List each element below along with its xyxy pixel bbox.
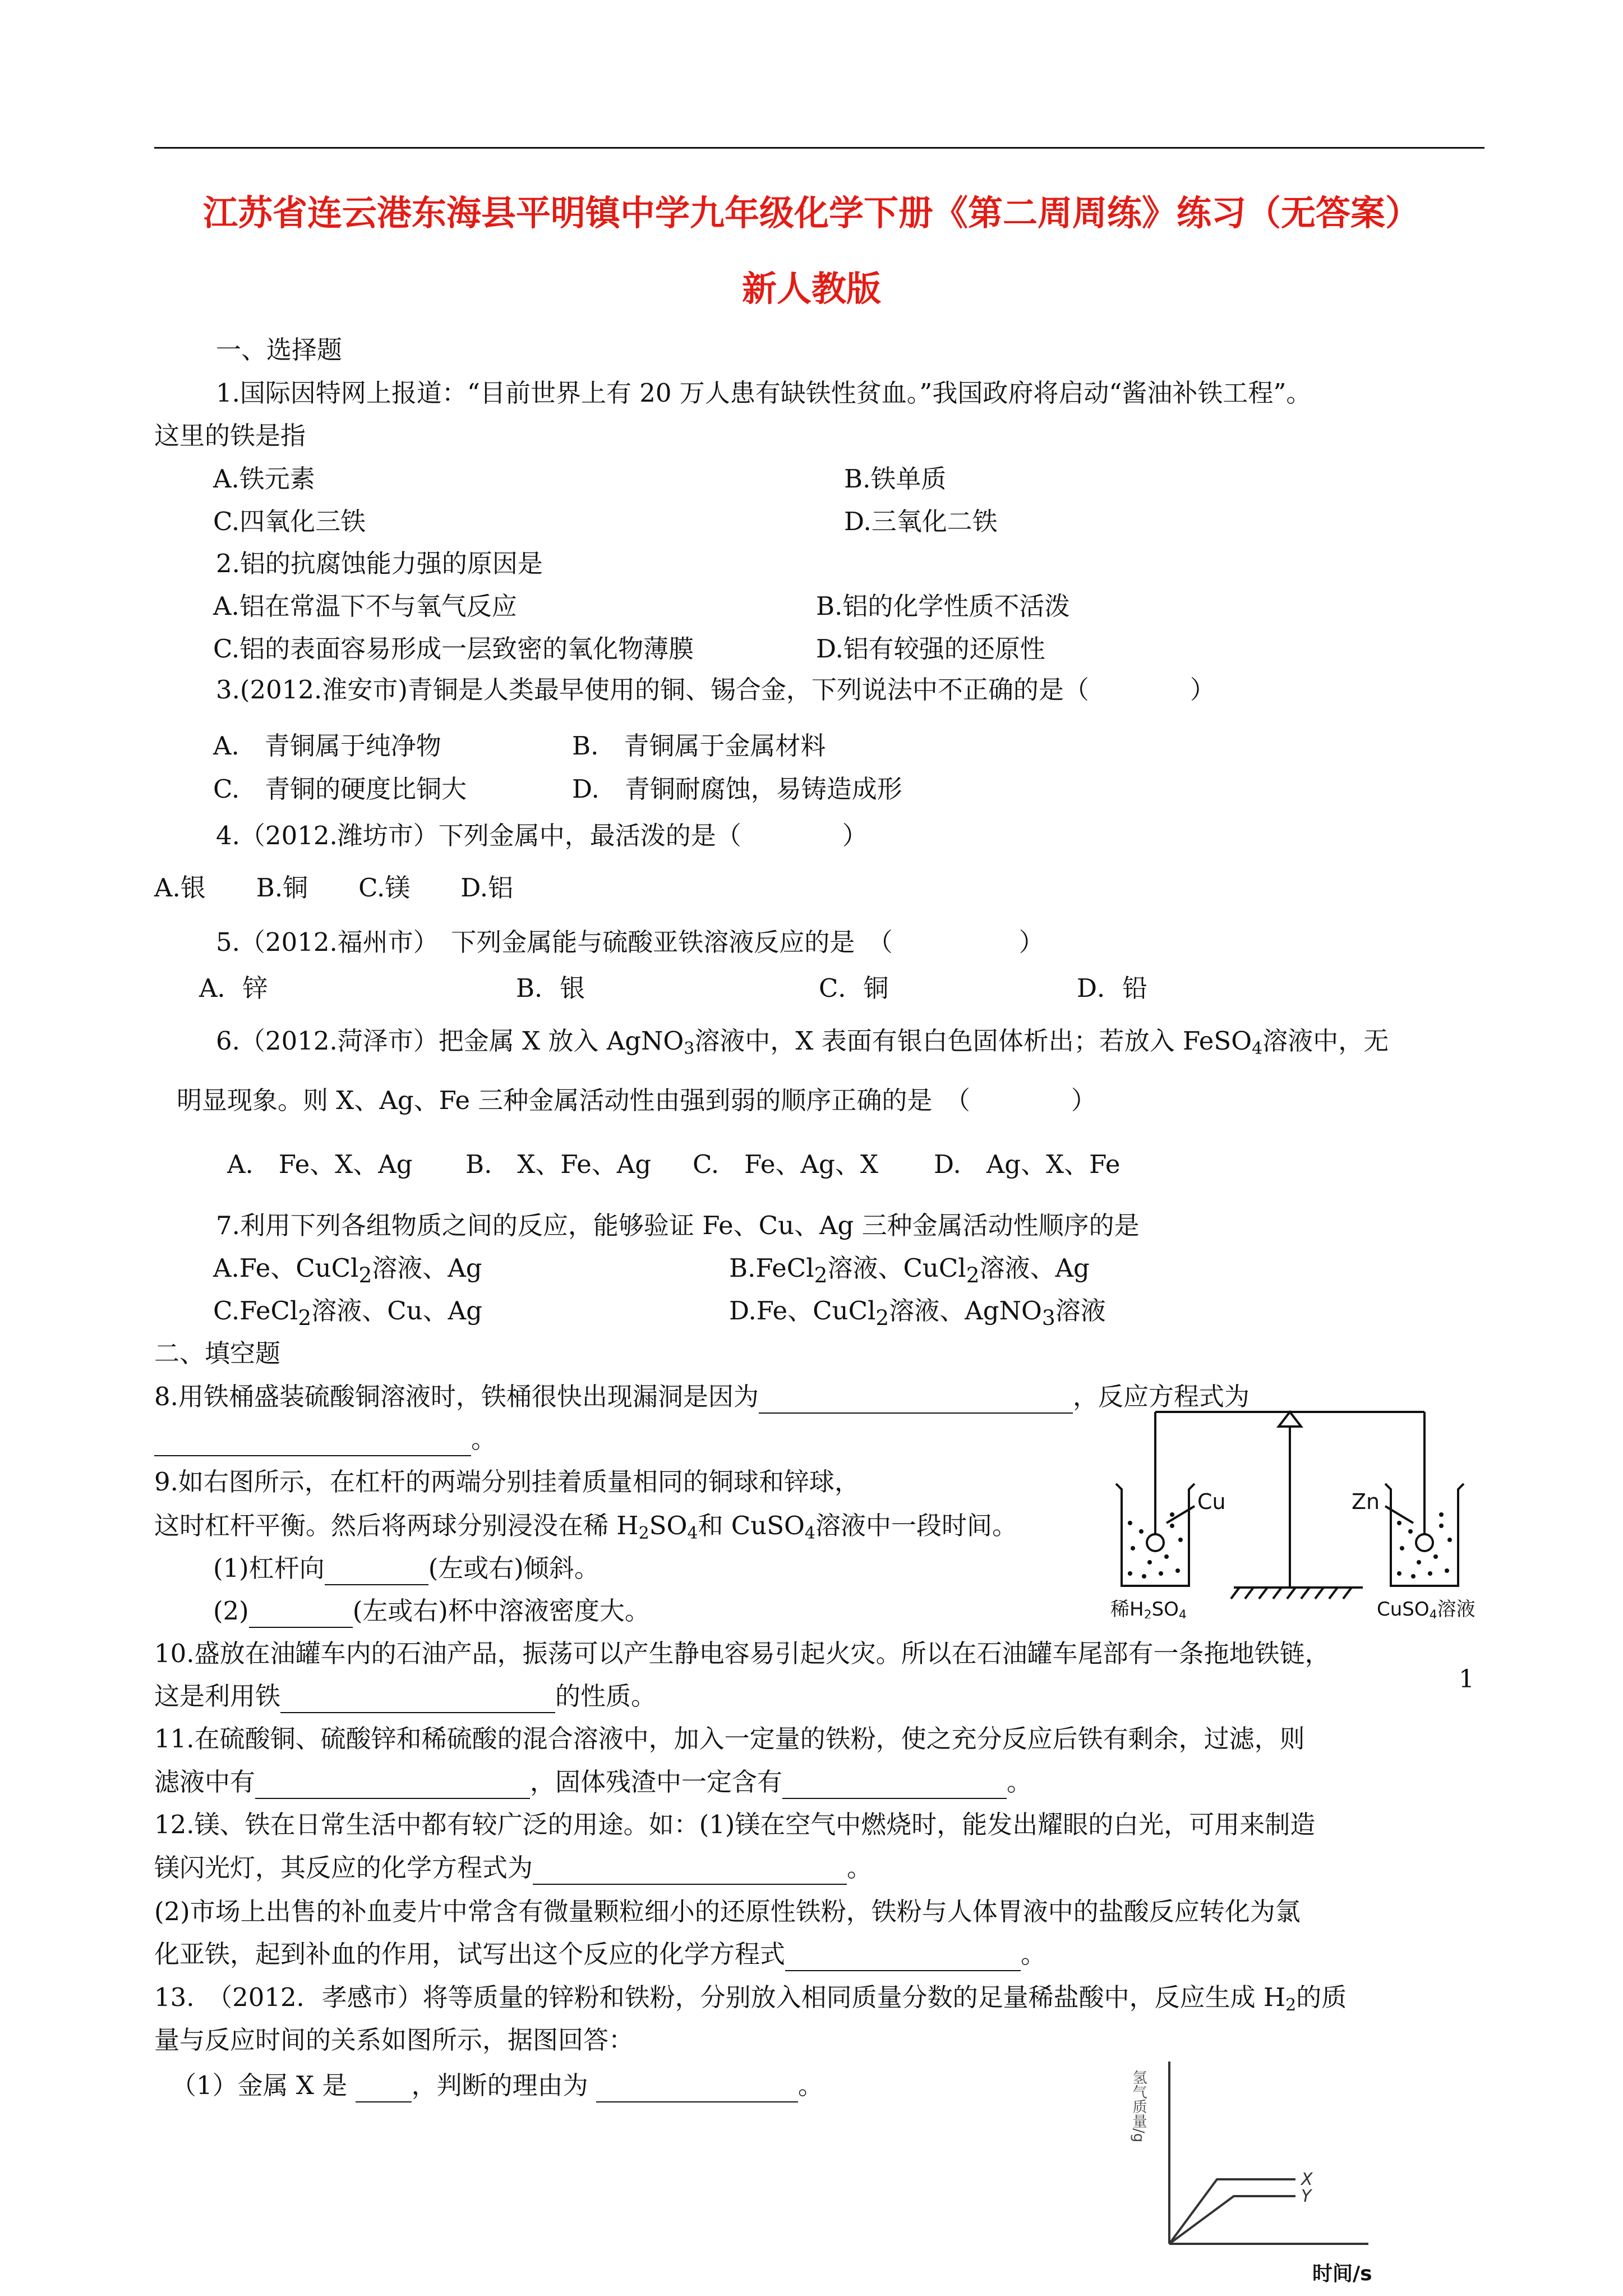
q3-text: 3.(2012.淮安市)青铜是人类最早使用的铜、锡合金，下列说法中不正确的是（ ）	[216, 675, 1215, 705]
q5-text: 5.（2012.福州市） 下列金属能与硫酸亚铁溶液反应的是 （ ）	[216, 927, 1044, 957]
q12-blank-2[interactable]	[785, 1944, 1021, 1971]
left-beaker-label: 稀H2SO4	[1110, 1598, 1187, 1618]
doc-subtitle: 新人教版	[741, 268, 881, 309]
header-rule	[154, 147, 1484, 149]
q2-option-d: D.铝有较强的还原性	[816, 634, 1045, 664]
q1-option-d: D.三氧化二铁	[844, 507, 998, 536]
q7-option-c: C.FeCl$_2$溶液、Cu、Ag	[213, 1296, 482, 1330]
q7-option-a: A.Fe、CuCl$_2$溶液、Ag	[213, 1253, 482, 1287]
q7-option-b: B.FeCl$_2$溶液、CuCl$_2$溶液、Ag	[729, 1253, 1090, 1287]
q6-option-c: C. Fe、Ag、X	[693, 1149, 878, 1179]
q2-option-c: C.铝的表面容易形成一层致密的氧化物薄膜	[213, 634, 694, 664]
q2-option-b: B.铝的化学性质不活泼	[816, 591, 1070, 621]
section-heading-fill: 二、填空题	[154, 1338, 281, 1368]
q9-blank-2[interactable]	[249, 1601, 353, 1628]
q10-text-cont: 这是利用铁 的性质。	[154, 1680, 656, 1713]
q11-text: 11.在硫酸铜、硫酸锌和稀硫酸的混合溶液中，加入一定量的铁粉，使之充分反应后铁有剩余，过滤，则	[154, 1724, 1305, 1754]
q3-option-d: D. 青铜耐腐蚀，易铸造成形	[572, 774, 902, 804]
q11-blank-2[interactable]	[782, 1772, 1007, 1799]
series-y-label: Y	[1301, 2187, 1312, 2206]
q6-option-b: B. X、Fe、Ag	[465, 1149, 652, 1179]
q12-text: 12.镁、铁在日常生活中都有较广泛的用途。如：(1)镁在空气中燃烧时，能发出耀眼的白光，可用来制造	[154, 1810, 1316, 1839]
right-beaker-label: CuSO4溶液	[1377, 1598, 1476, 1618]
zn-label: Zn	[1352, 1489, 1380, 1514]
q11-text-cont: 滤液中有 ，固体残渣中一定含有 。	[154, 1765, 1032, 1799]
doc-title: 江苏省连云港东海县平明镇中学九年级化学下册《第二周周练》练习（无答案）	[202, 192, 1420, 233]
q9-text: 9.如右图所示，在杠杆的两端分别挂着质量相同的铜球和锌球，	[154, 1467, 860, 1497]
q3-option-b: B. 青铜属于金属材料	[572, 731, 826, 761]
q3-option-a: A. 青铜属于纯净物	[213, 731, 441, 761]
lever-diagram	[1099, 1405, 1492, 1618]
q5-option-a: A．锌	[199, 973, 268, 1003]
q1-text: 1.国际因特网上报道：“目前世界上有 20 万人患有缺铁性贫血。”我国政府将启动“酱油补铁工程”。	[216, 378, 1312, 408]
q6-text: 6.（2012.菏泽市）把金属 X 放入 AgNO$_3$溶液中，X 表面有银白色固体析出；若放入 FeSO$_4$溶液中，无	[216, 1026, 1389, 1059]
q13-text-cont: 量与反应时间的关系如图所示，据图回答：	[154, 2025, 634, 2055]
q13-sub1: （1）金属 X 是 ，判断的理由为 。	[171, 2069, 823, 2102]
q2-text: 2.铝的抗腐蚀能力强的原因是	[216, 549, 543, 578]
q13-blank-1[interactable]	[356, 2076, 412, 2102]
q9-blank-1[interactable]	[325, 1558, 428, 1585]
q12-blank-1[interactable]	[533, 1858, 847, 1885]
q8-text: 8.用铁桶盛装硫酸铜溶液时，铁桶很快出现漏洞是因为 ，反应方程式为	[154, 1380, 1249, 1414]
q3-option-c: C. 青铜的硬度比铜大	[213, 774, 467, 804]
q6-text-cont: 明显现象。则 X、Ag、Fe 三种金属活动性由强到弱的顺序正确的是 （ ）	[177, 1085, 1096, 1115]
q12-part2-cont: 化亚铁，起到补血的作用，试写出这个反应的化学方程式 。	[154, 1938, 1046, 1971]
series-x-label: X	[1301, 2170, 1313, 2189]
q1-option-c: C.四氧化三铁	[213, 507, 366, 536]
q9-text-cont: 这时杠杆平衡。然后将两球分别浸没在稀 $H_2SO_4$和 CuSO$_4$溶液中一段时间。	[154, 1511, 1018, 1543]
q6-option-d: D. Ag、X、Fe	[934, 1149, 1121, 1179]
q9-sub2: (2) (左或右)杯中溶液密度大。	[213, 1594, 650, 1628]
q11-blank-1[interactable]	[255, 1772, 530, 1799]
cu-label: Cu	[1197, 1489, 1226, 1514]
q13-blank-2[interactable]	[596, 2076, 798, 2102]
q10-blank[interactable]	[280, 1686, 555, 1713]
graph-x-label: 时间/s	[1312, 2262, 1372, 2285]
q4-options: A.银 B.铜 C.镁 D.铝	[154, 873, 514, 903]
graph-y-label: 氢气质量/g	[1130, 2070, 1147, 2143]
q1-option-a: A.铁元素	[213, 464, 315, 494]
q5-option-c: C．铜	[819, 973, 889, 1003]
q8-blank-2[interactable]	[154, 1429, 471, 1456]
q10-text: 10.盛放在油罐车内的石油产品，振荡可以产生静电容易引起火灾。所以在石油罐车尾部有一条拖地铁链，	[154, 1639, 1330, 1668]
q1-text-cont: 这里的铁是指	[154, 421, 306, 450]
q12-text-cont: 镁闪光灯，其反应的化学方程式为 。	[154, 1851, 872, 1885]
q5-option-d: D．铅	[1077, 973, 1148, 1003]
q8-blank-1[interactable]	[759, 1387, 1073, 1414]
q8-text-cont: 。	[154, 1423, 496, 1456]
q4-text: 4.（2012.潍坊市）下列金属中，最活泼的是（ ）	[216, 821, 868, 850]
q13-text: 13. （2012．孝感市）将等质量的锌粉和铁粉，分别放入相同质量分数的足量稀盐酸中，反应生成 $H_2$的质	[154, 1982, 1347, 2015]
q12-part2: (2)市场上出售的补血麦片中常含有微量颗粒细小的还原性铁粉，铁粉与人体胃液中的盐酸反应转化为氯	[154, 1897, 1301, 1926]
section-heading-choice: 一、选择题	[216, 335, 343, 365]
q7-text: 7.利用下列各组物质之间的反应，能够验证 Fe、Cu、Ag 三种金属活动性顺序的是	[216, 1211, 1140, 1240]
page-number: 1	[1459, 1665, 1474, 1694]
hydrogen-time-graph	[1127, 2045, 1413, 2292]
q9-sub1: (1)杠杆向 (左或右)倾斜。	[213, 1552, 600, 1585]
q5-option-b: B．银	[516, 973, 585, 1003]
q2-option-a: A.铝在常温下不与氧气反应	[213, 591, 517, 621]
q7-option-d: D.Fe、CuCl$_2$溶液、AgNO$_3$溶液	[729, 1296, 1106, 1330]
q6-option-a: A. Fe、X、Ag	[227, 1149, 413, 1179]
q1-option-b: B.铁单质	[844, 464, 947, 494]
